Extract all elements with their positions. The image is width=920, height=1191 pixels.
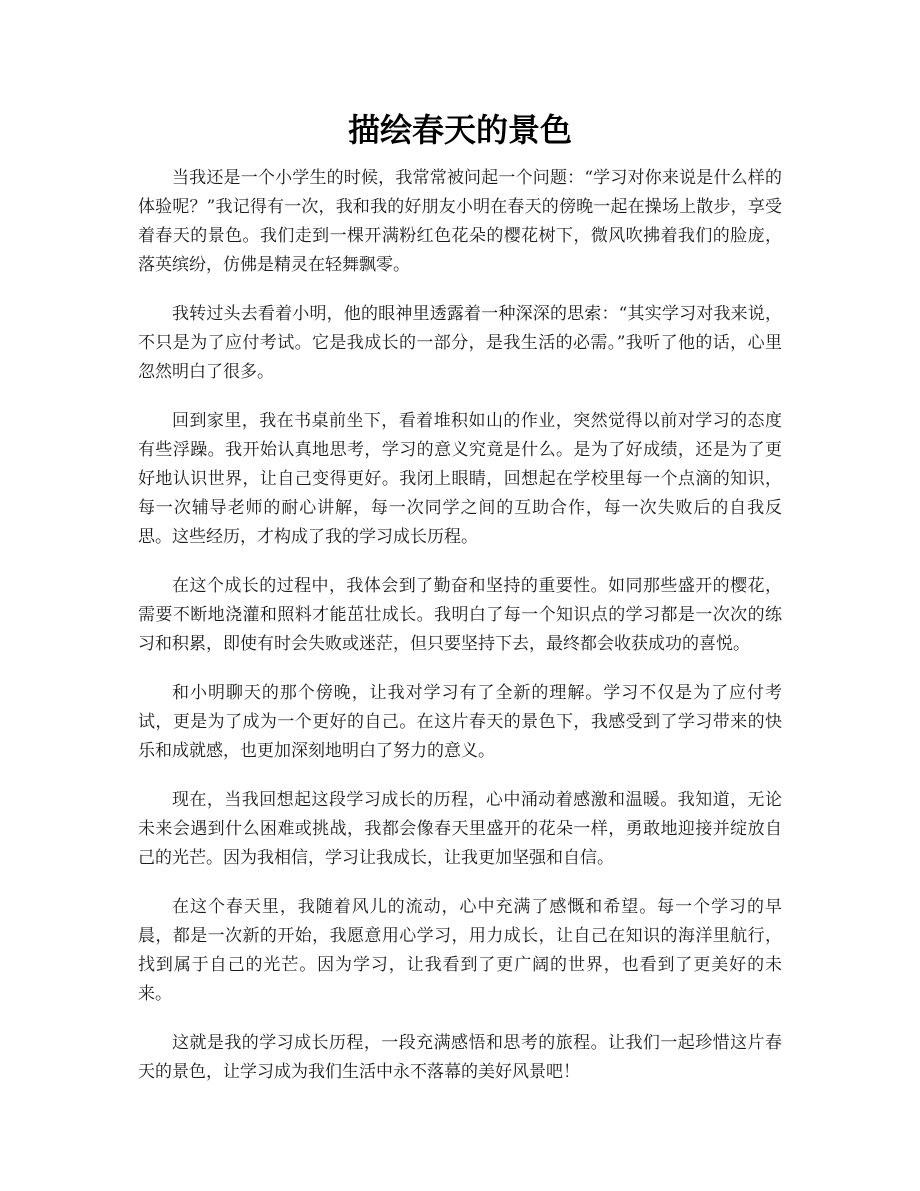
- paragraph-3: 回到家里，我在书桌前坐下，看着堆积如山的作业，突然觉得以前对学习的态度有些浮躁。我开始认真地思考，学习的意义究竟是什么。是为了好成绩，还是为了更好地认识世界，让自己变得更好。我闭上眼睛，回想起在学校里每一个点滴的知识，每一次辅导老师的耐心讲解，每一次同学之间的互助合作，每一次失败后的自我反思。这些经历，才构成了我的学习成长历程。: [138, 411, 782, 547]
- paragraph-7: 在这个春天里，我随着风儿的流动，心中充满了感慨和希望。每一个学习的早晨，都是一次新的开始，我愿意用心学习，用力成长，让自己在知识的海洋里航行，找到属于自己的光芒。因为学习，让我看到了更广阔的世界，也看到了更美好的未来。: [138, 897, 782, 1004]
- paragraph-6: 现在，当我回想起这段学习成长的历程，心中涌动着感激和温暖。我知道，无论未来会遇到什么困难或挑战，我都会像春天里盛开的花朵一样，勇敢地迎接并绽放自己的光芒。因为我相信，学习让我成长，让我更加坚强和自信。: [138, 790, 782, 868]
- paragraph-8: 这就是我的学习成长历程，一段充满感悟和思考的旅程。让我们一起珍惜这片春天的景色，让学习成为我们生活中永不落幕的美好风景吧！: [138, 1033, 782, 1082]
- document-title: 描绘春天的景色: [347, 111, 572, 149]
- paragraph-4: 在这个成长的过程中，我体会到了勤奋和坚持的重要性。如同那些盛开的樱花，需要不断地浇灌和照料才能茁壮成长。我明白了每一个知识点的学习都是一次次的练习和积累，即使有时会失败或迷茫，但只要坚持下去，最终都会收获成功的喜悦。: [138, 576, 782, 654]
- paragraph-1: 当我还是一个小学生的时候，我常常被问起一个问题：“学习对你来说是什么样的体验呢？”我记得有一次，我和我的好朋友小明在春天的傍晚一起在操场上散步，享受着春天的景色。我们走到一棵开满粉红色花朵的樱花树下，微风吹拂着我们的脸庞，落英缤纷，仿佛是精灵在轻舞飘零。: [138, 168, 782, 275]
- paragraph-5: 和小明聊天的那个傍晚，让我对学习有了全新的理解。学习不仅是为了应付考试，更是为了成为一个更好的自己。在这片春天的景色下，我感受到了学习带来的快乐和成就感，也更加深刻地明白了努力的意义。: [138, 683, 782, 761]
- paragraph-2: 我转过头去看着小明，他的眼神里透露着一种深深的思索：“其实学习对我来说，不只是为了应付考试。它是我成长的一部分，是我生活的必需。”我听了他的话，心里忽然明白了很多。: [138, 304, 782, 382]
